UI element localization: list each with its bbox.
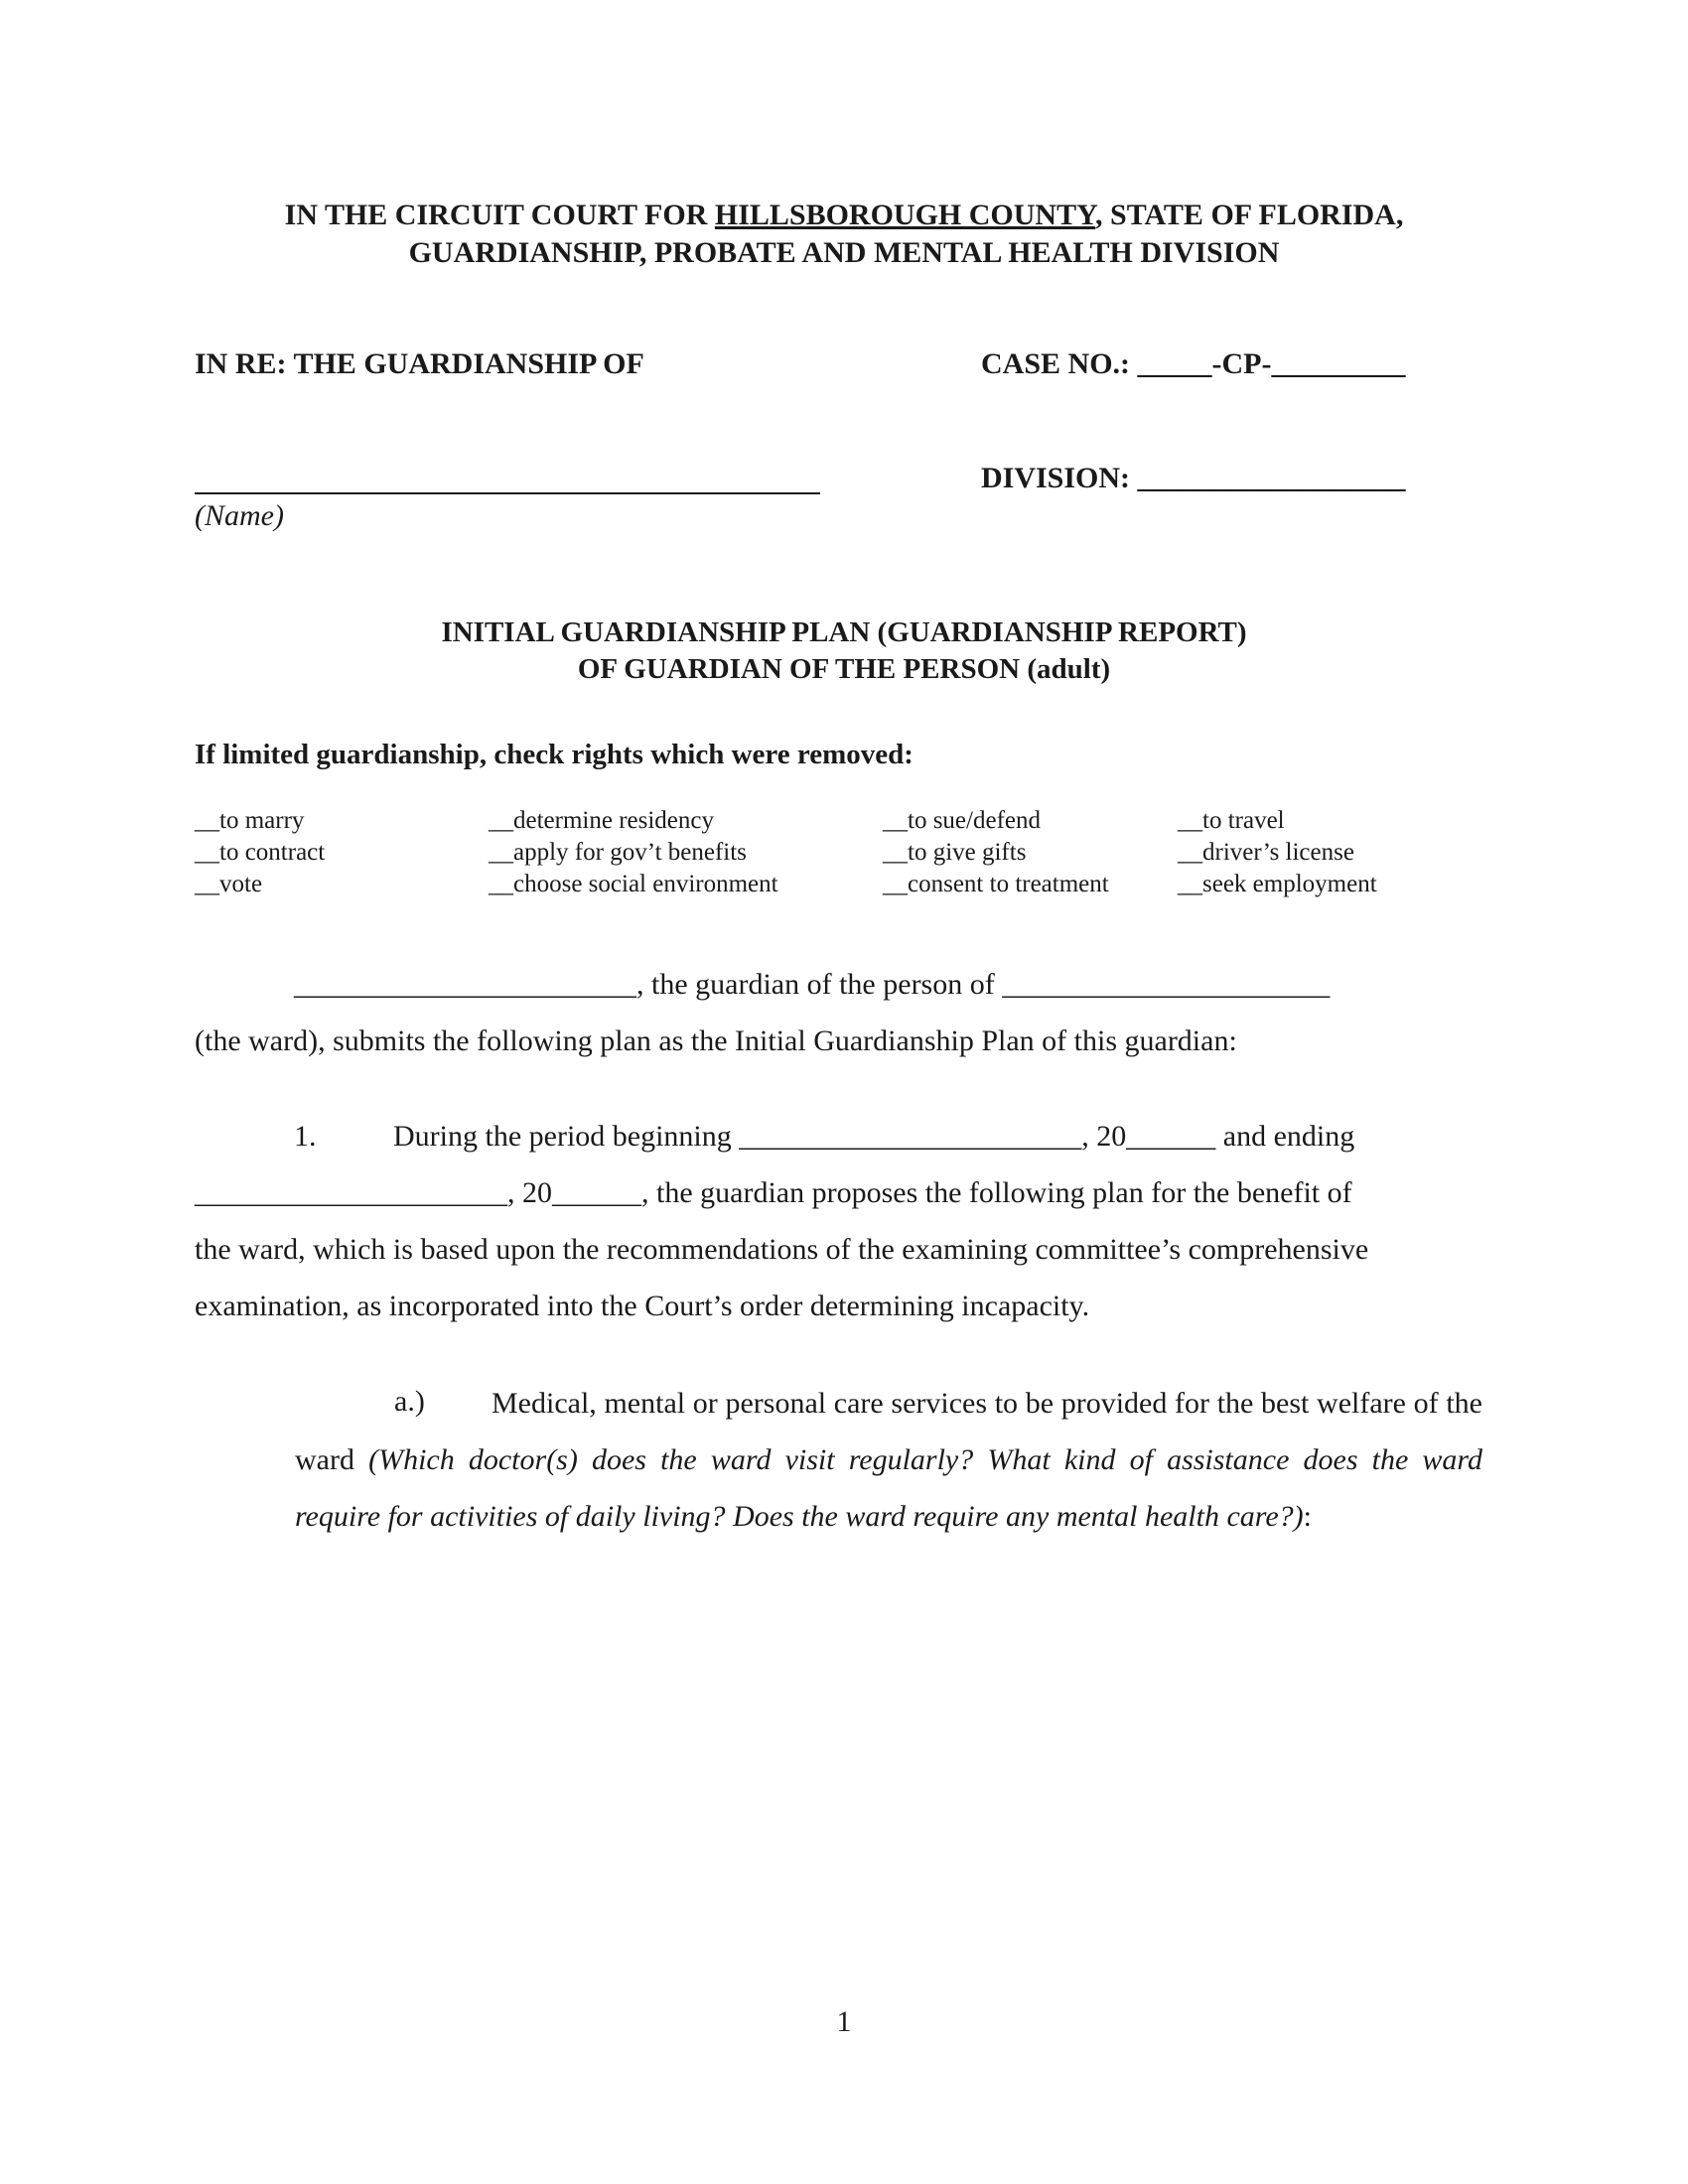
case-number-field[interactable]: CASE NO.: _____-CP-_________ [981,347,1406,380]
rights-column-3 [883,805,1109,900]
right-seek-employment[interactable]: __seek employment [1178,871,1377,897]
rights-column-2 [489,805,778,900]
ward-name-line[interactable] [195,492,820,494]
item-a-text: Medical, mental or personal care services to be provided for the best welfare of the ward [295,1387,1482,1476]
item-1-line-4: examination, as incorporated into the Court’s order determining incapacity. [195,1290,1090,1322]
right-apply-gov-benefits[interactable]: __apply for gov’t benefits [489,839,747,866]
item-a-suffix: : [1303,1500,1312,1533]
item-1-line-2[interactable]: _____________________, 20______, the guardian proposes the following plan for the benefit of [195,1176,1352,1209]
name-label: (Name) [195,499,284,532]
right-choose-social-environment[interactable]: __choose social environment [489,871,778,897]
right-consent-to-treatment[interactable]: __consent to treatment [883,871,1109,897]
in-re-label: IN RE: THE GUARDIANSHIP OF [195,347,644,380]
right-to-travel[interactable]: __to travel [1178,807,1285,834]
item-1-line-1[interactable]: During the period beginning _______________________, 20______ and ending [393,1120,1355,1153]
page-number: 1 [836,2005,852,2038]
right-vote[interactable]: __vote [195,871,263,897]
right-determine-residency[interactable]: __determine residency [489,807,714,834]
document-title-line-2: OF GUARDIAN OF THE PERSON (adult) [577,653,1111,685]
right-to-contract[interactable]: __to contract [195,839,326,866]
right-to-give-gifts[interactable]: __to give gifts [883,839,1027,866]
division-field[interactable]: DIVISION: __________________ [981,462,1406,494]
right-to-marry[interactable]: __to marry [195,807,305,834]
intro-line-2: (the ward), submits the following plan as the Initial Guardianship Plan of this guardian: [195,1024,1237,1057]
right-to-sue-defend[interactable]: __to sue/defend [883,807,1041,834]
item-a-paragraph [295,1375,1482,1545]
court-header-line-2: GUARDIANSHIP, PROBATE AND MENTAL HEALTH DIVISION [408,236,1280,269]
court-header-line-1: IN THE CIRCUIT COURT FOR HILLSBOROUGH COUNTY, STATE OF FLORIDA, [284,199,1404,231]
item-a-question: (Which doctor(s) does the ward visit regularly? What kind of assistance does the ward require for activities of daily living? Does the ward require any mental health care?) [295,1443,1482,1533]
intro-line-1[interactable]: _______________________, the guardian of the person of ______________________ [294,968,1331,1001]
item-1-number: 1. [294,1120,317,1153]
rights-column-4 [1178,805,1377,900]
document-title-line-1: INITIAL GUARDIANSHIP PLAN (GUARDIANSHIP REPORT) [441,616,1247,648]
rights-heading: If limited guardianship, check rights which were removed: [195,739,914,770]
right-drivers-license[interactable]: __driver’s license [1178,839,1354,866]
county-name: HILLSBOROUGH COUNTY [714,199,1096,231]
rights-column-1 [195,805,325,900]
item-1-line-3: the ward, which is based upon the recommendations of the examining committee’s comprehensive [195,1233,1369,1266]
item-a-label: a.) [394,1385,425,1418]
